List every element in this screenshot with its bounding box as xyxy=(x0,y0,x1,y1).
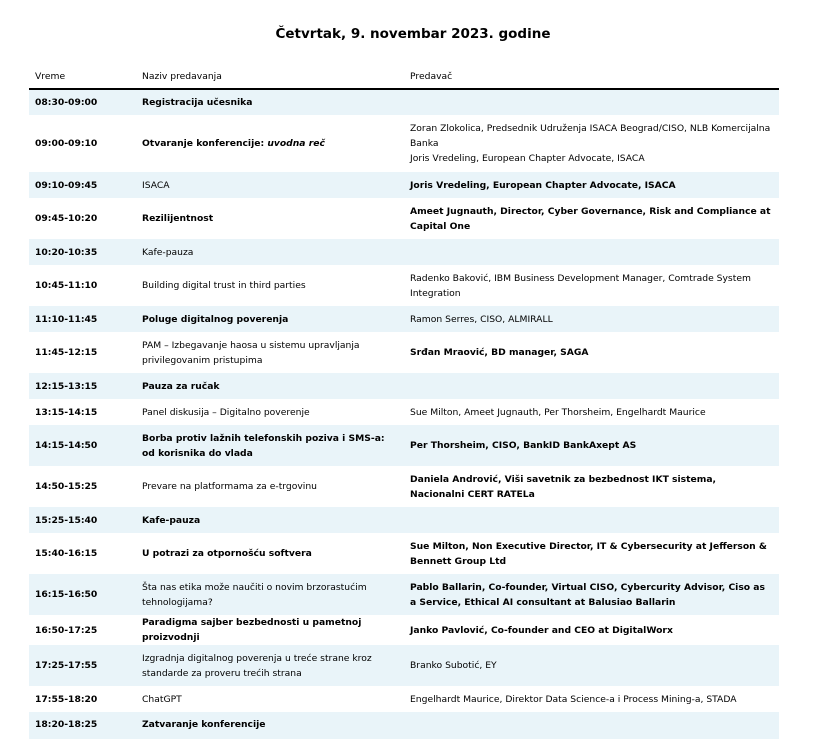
talk-title: Pauza za ručak xyxy=(142,380,220,392)
speaker-text: Pablo Ballarin, Co-founder, Virtual CISO, Cybercurity Advisor, Ciso as a Service, Ethical AI consultant at Balusiao Ballarin xyxy=(410,581,765,608)
page-title: Četvrtak, 9. novembar 2023. godine xyxy=(275,26,551,42)
speaker-text: Zoran Zlokolica, Predsednik Udruženja ISACA Beograd/CISO, NLB Komercijalna Banka xyxy=(410,123,771,149)
table-row xyxy=(29,115,779,172)
table-row xyxy=(29,533,779,574)
talk-title: Prevare na platformama za e-trgovinu xyxy=(142,481,318,492)
time-cell: 09:45-10:20 xyxy=(29,198,136,239)
talk-cell xyxy=(136,645,404,686)
talk-cell xyxy=(136,89,404,115)
time-cell: 15:25-15:40 xyxy=(29,507,136,533)
speaker-text-secondary: Joris Vredeling, European Chapter Advocate, ISACA xyxy=(410,153,645,164)
speaker-cell xyxy=(404,172,779,198)
table-row xyxy=(29,399,779,425)
talk-cell xyxy=(136,507,404,533)
table-row xyxy=(29,712,779,738)
time-cell: 17:55-18:20 xyxy=(29,686,136,712)
header-talk: Naziv predavanja xyxy=(136,64,404,89)
table-row xyxy=(29,615,779,645)
talk-cell xyxy=(136,265,404,306)
table-row xyxy=(29,507,779,533)
header-time: Vreme xyxy=(29,64,136,89)
time-cell: 08:30-09:00 xyxy=(29,89,136,115)
talk-cell xyxy=(136,615,404,645)
speaker-cell xyxy=(404,115,779,172)
table-row xyxy=(29,574,779,615)
time-cell: 16:50-17:25 xyxy=(29,615,136,645)
talk-cell xyxy=(136,466,404,507)
time-cell: 10:20-10:35 xyxy=(29,239,136,265)
table-row xyxy=(29,198,779,239)
speaker-cell xyxy=(404,89,779,115)
speaker-text: Ramon Serres, CISO, ALMIRALL xyxy=(410,313,553,325)
header-row xyxy=(29,64,779,89)
talk-title: Kafe-pauza xyxy=(142,514,201,526)
talk-title: U potrazi za otpornošću softvera xyxy=(142,548,312,559)
talk-title: Otvaranje konferencije: xyxy=(142,138,268,149)
time-cell: 09:10-09:45 xyxy=(29,172,136,198)
time-cell: 14:50-15:25 xyxy=(29,466,136,507)
time-cell: 17:25-17:55 xyxy=(29,645,136,686)
talk-title: Šta nas etika može naučiti o novim brzorastućim tehnologijama? xyxy=(142,581,367,608)
table-row xyxy=(29,373,779,399)
speaker-cell xyxy=(404,615,779,645)
speaker-cell xyxy=(404,373,779,399)
table-body xyxy=(29,89,779,738)
talk-title: ChatGPT xyxy=(142,693,182,705)
talk-cell xyxy=(136,399,404,425)
time-cell: 16:15-16:50 xyxy=(29,574,136,615)
header-speaker: Predavač xyxy=(404,64,779,89)
speaker-text: Daniela Andrović, Viši savetnik za bezbednost IKT sistema, Nacionalni CERT RATELa xyxy=(410,473,717,500)
speaker-cell xyxy=(404,533,779,574)
speaker-cell xyxy=(404,574,779,615)
speaker-text: Radenko Baković, IBM Business Development Manager, Comtrade System Integration xyxy=(410,272,751,299)
speaker-cell xyxy=(404,507,779,533)
speaker-cell xyxy=(404,332,779,373)
time-cell: 09:00-09:10 xyxy=(29,115,136,172)
table-row xyxy=(29,172,779,198)
time-cell: 11:10-11:45 xyxy=(29,306,136,332)
talk-title: ISACA xyxy=(142,179,170,191)
speaker-text: Engelhardt Maurice, Direktor Data Science-a i Process Mining-a, STADA xyxy=(410,693,737,705)
speaker-cell xyxy=(404,306,779,332)
talk-title: Panel diskusija – Digitalno poverenje xyxy=(142,406,310,418)
speaker-text: Janko Pavlović, Co-founder and CEO at DigitalWorx xyxy=(410,624,673,636)
speaker-cell xyxy=(404,425,779,466)
time-cell: 10:45-11:10 xyxy=(29,265,136,306)
talk-cell xyxy=(136,425,404,466)
table-row xyxy=(29,686,779,712)
table-row xyxy=(29,306,779,332)
talk-title: Poluge digitalnog poverenja xyxy=(142,313,289,325)
talk-title: Zatvaranje konferencije xyxy=(142,719,266,730)
time-cell: 13:15-14:15 xyxy=(29,399,136,425)
speaker-cell xyxy=(404,239,779,265)
speaker-cell xyxy=(404,265,779,306)
talk-cell xyxy=(136,198,404,239)
talk-title: Borba protiv lažnih telefonskih poziva i SMS-a: od korisnika do vlada xyxy=(142,432,385,459)
time-cell: 14:15-14:50 xyxy=(29,425,136,466)
table-row xyxy=(29,425,779,466)
talk-title: Rezilijentnost xyxy=(142,213,214,224)
speaker-text: Srđan Mraović, BD manager, SAGA xyxy=(410,347,589,358)
table-header xyxy=(29,64,779,89)
talk-cell xyxy=(136,115,404,172)
speaker-text: Sue Milton, Ameet Jugnauth, Per Thorsheim, Engelhardt Maurice xyxy=(410,406,706,418)
speaker-cell xyxy=(404,712,779,738)
time-cell: 15:40-16:15 xyxy=(29,533,136,574)
talk-cell xyxy=(136,533,404,574)
talk-cell xyxy=(136,332,404,373)
time-cell: 12:15-13:15 xyxy=(29,373,136,399)
talk-cell xyxy=(136,373,404,399)
talk-title: Kafe-pauza xyxy=(142,246,194,258)
table-row xyxy=(29,332,779,373)
table-row xyxy=(29,239,779,265)
talk-cell xyxy=(136,686,404,712)
speaker-text: Per Thorsheim, CISO, BankID BankAxept AS xyxy=(410,440,637,451)
speaker-cell xyxy=(404,686,779,712)
talk-title: PAM – Izbegavanje haosa u sistemu upravljanja privilegovanim pristupima xyxy=(142,339,360,366)
talk-title: Paradigma sajber bezbednosti u pametnoj proizvodnji xyxy=(142,617,362,643)
table-row xyxy=(29,466,779,507)
talk-title: Registracija učesnika xyxy=(142,97,253,108)
speaker-text: Sue Milton, Non Executive Director, IT & Cybersecurity at Jefferson & Bennett Group Ltd xyxy=(410,540,767,567)
speaker-cell xyxy=(404,466,779,507)
time-cell: 11:45-12:15 xyxy=(29,332,136,373)
talk-cell xyxy=(136,306,404,332)
speaker-text: Branko Subotić, EY xyxy=(410,660,497,671)
speaker-text: Ameet Jugnauth, Director, Cyber Governance, Risk and Compliance at Capital One xyxy=(410,205,771,232)
talk-cell xyxy=(136,172,404,198)
talk-cell xyxy=(136,239,404,265)
speaker-text: Joris Vredeling, European Chapter Advocate, ISACA xyxy=(410,179,676,191)
talk-title: Building digital trust in third parties xyxy=(142,280,306,291)
schedule-table xyxy=(29,64,779,739)
speaker-cell xyxy=(404,645,779,686)
talk-title-emphasis: uvodna reč xyxy=(267,138,325,149)
table-row xyxy=(29,265,779,306)
speaker-cell xyxy=(404,198,779,239)
speaker-cell xyxy=(404,399,779,425)
table-row xyxy=(29,89,779,115)
talk-title: Izgradnja digitalnog poverenja u treće strane kroz standarde za proveru trećih strana xyxy=(142,652,372,679)
table-row xyxy=(29,645,779,686)
talk-cell xyxy=(136,574,404,615)
time-cell: 18:20-18:25 xyxy=(29,712,136,738)
talk-cell xyxy=(136,712,404,738)
